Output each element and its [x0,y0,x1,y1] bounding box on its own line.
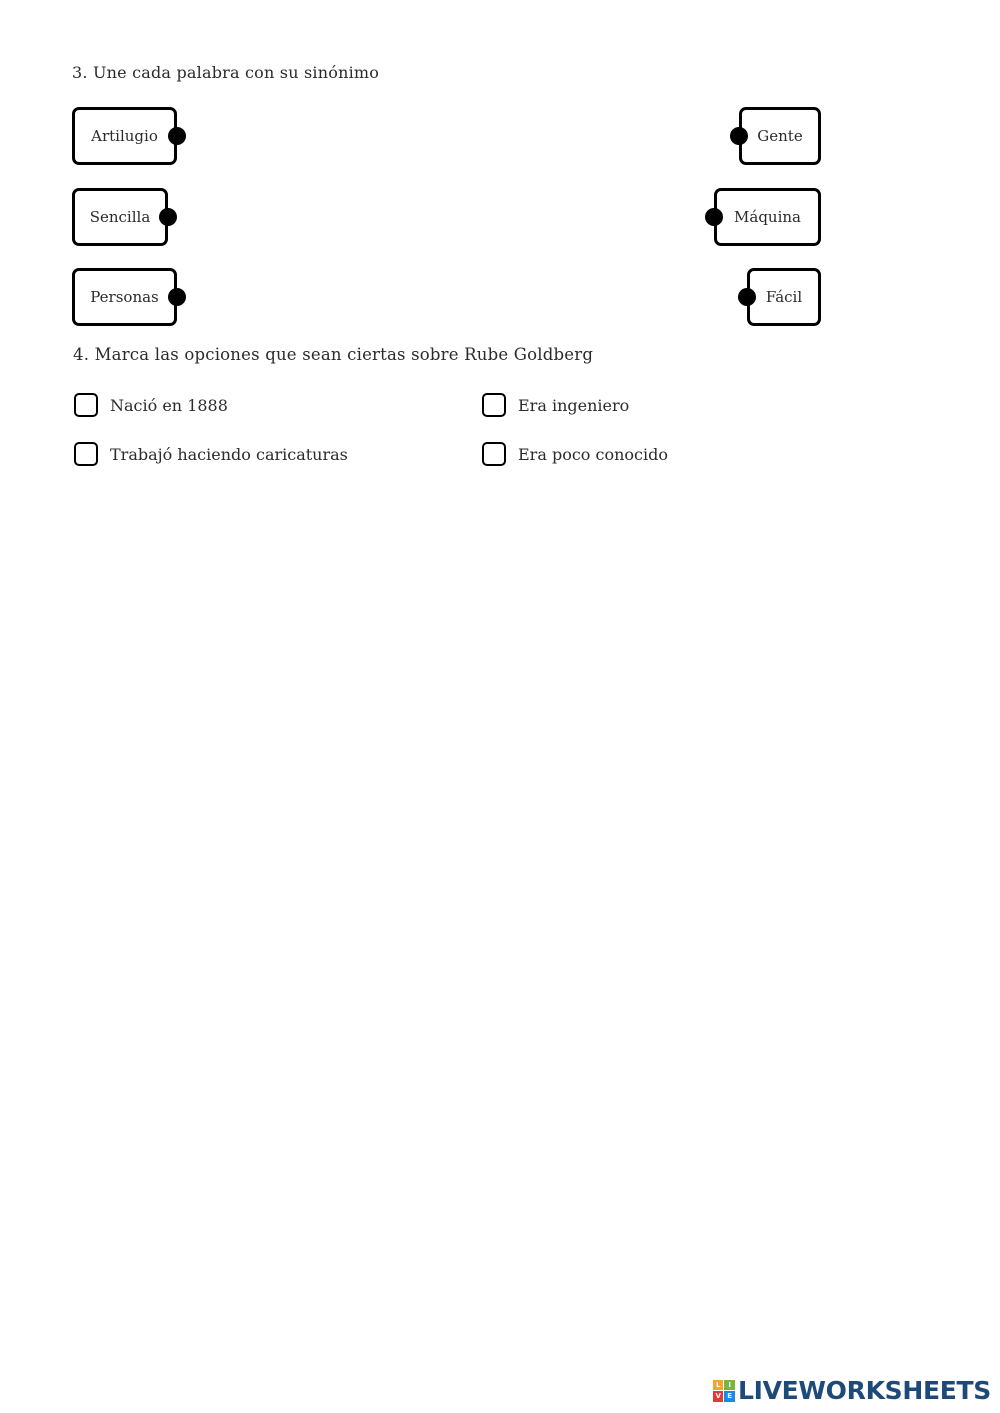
match-word-label: Artilugio [91,127,158,145]
liveworksheets-logo-icon [713,1380,735,1402]
match-left-sencilla[interactable] [72,188,168,246]
checkbox[interactable] [482,442,506,466]
match-left-artilugio[interactable] [72,107,177,165]
logo-letter: V [713,1391,724,1402]
question-4-title: 4. Marca las opciones que sean ciertas sobre Rube Goldberg [73,345,594,364]
match-word-label: Fácil [765,288,803,306]
liveworksheets-brand [713,1376,991,1405]
logo-letter: L [713,1380,724,1391]
connector-dot-icon[interactable] [738,288,756,306]
checkbox-option-4[interactable] [482,442,668,466]
checkbox-label: Era poco conocido [518,444,668,464]
match-right-maquina[interactable] [714,188,821,246]
match-word-label: Gente [757,127,803,145]
checkbox[interactable] [482,393,506,417]
connector-dot-icon[interactable] [168,288,186,306]
question-3-title: 3. Une cada palabra con su sinónimo [72,63,380,82]
connector-dot-icon[interactable] [705,208,723,226]
match-word-label: Personas [90,288,159,306]
match-word-label: Sencilla [89,208,151,226]
checkbox[interactable] [74,393,98,417]
checkbox-option-1[interactable] [74,393,228,417]
match-left-personas[interactable] [72,268,177,326]
checkbox-option-2[interactable] [482,393,629,417]
checkbox-label: Nació en 1888 [110,395,228,415]
logo-letter: I [724,1380,735,1391]
connector-dot-icon[interactable] [730,127,748,145]
brand-name: LIVEWORKSHEETS [737,1376,991,1405]
connector-dot-icon[interactable] [159,208,177,226]
checkbox-label: Trabajó haciendo caricaturas [110,444,348,464]
checkbox-option-3[interactable] [74,442,348,466]
match-word-label: Máquina [734,208,801,226]
match-right-facil[interactable] [747,268,821,326]
checkbox-label: Era ingeniero [518,395,630,415]
connector-dot-icon[interactable] [168,127,186,145]
checkbox[interactable] [74,442,98,466]
logo-letter: E [724,1391,735,1402]
match-right-gente[interactable] [739,107,821,165]
